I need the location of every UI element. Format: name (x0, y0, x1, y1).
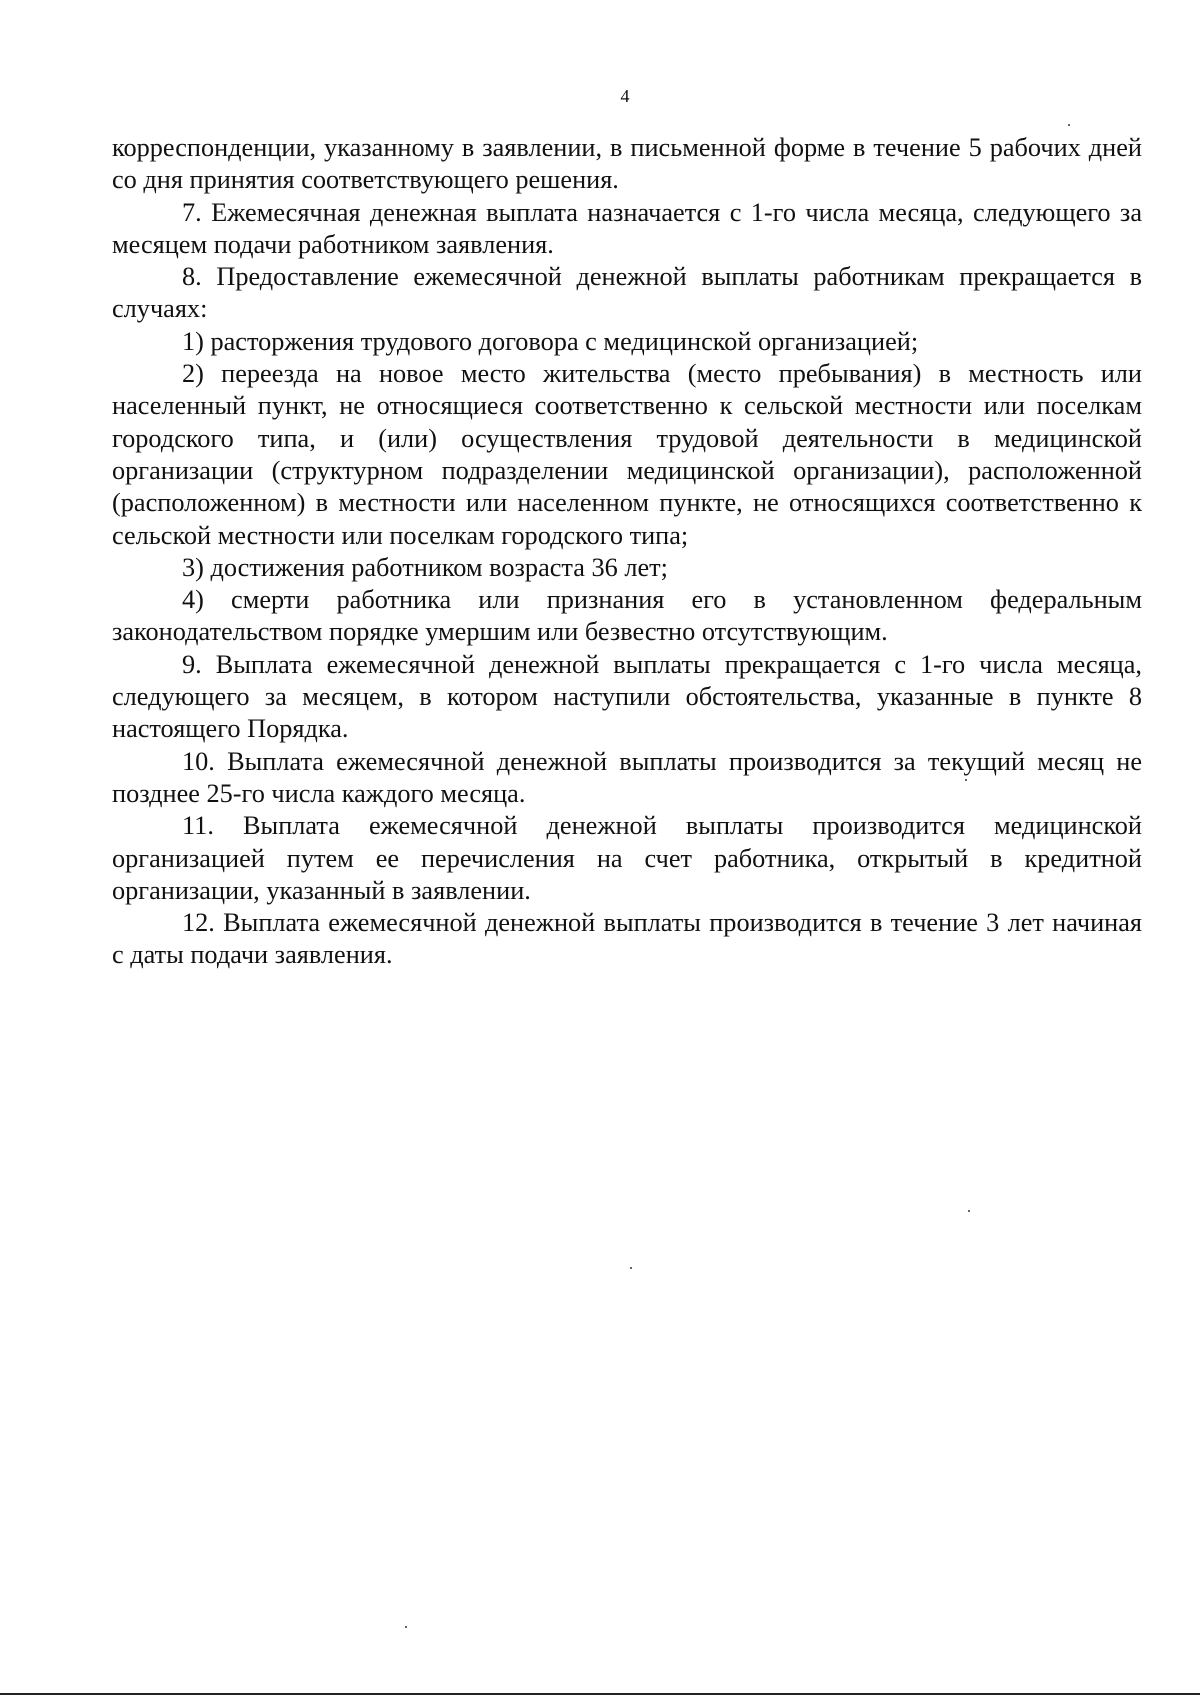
paragraph-item-8: 8. Предоставление ежемесячной денежной выплаты работникам прекращается в случаях: (112, 262, 1142, 324)
scan-speck (965, 779, 967, 781)
paragraph-item-12: 12. Выплата ежемесячной денежной выплаты производится в течение 3 лет начиная с даты подачи заявления. (112, 908, 1142, 970)
scan-speck (1068, 124, 1070, 126)
paragraph-item-7: 7. Ежемесячная денежная выплата назначается с 1-го числа месяца, следующего за месяцем подачи работником заявления. (112, 197, 1142, 259)
scan-speck (405, 1626, 407, 1628)
subitem-8-1: 1) расторжения трудового договора с медицинской организацией; (182, 326, 919, 356)
subitem-8-2: 2) переезда на новое место жительства (место пребывания) в местность или населенный пункт, не относящиеся соответственно к сельской местности или поселкам городского типа, и (или) осуществления трудовой деятельности в медицинской организации (структурном подразделении медицинской организации), расположенной (расположенном) в местности или населенном пункте, не относящихся соответственно к сельской местности или поселкам городского типа; (112, 359, 1142, 550)
scan-speck (630, 1267, 632, 1269)
subitem-8-4: 4) смерти работника или признания его в установленном федеральным законодательством порядке умершим или безвестно отсутствующим. (112, 585, 1142, 647)
scan-speck (968, 1210, 970, 1212)
paragraph-item-10: 10. Выплата ежемесячной денежной выплаты производится за текущий месяц не позднее 25-го числа каждого месяца. (112, 746, 1142, 808)
page-number: 4 (620, 86, 630, 106)
subitem-8-3: 3) достижения работником возраста 36 лет; (182, 552, 668, 582)
page-bottom-edge (0, 1693, 1200, 1695)
paragraph-continuation: корреспонденции, указанному в заявлении, в письменной форме в течение 5 рабочих дней со дня принятия соответствующего решения. (112, 133, 1142, 195)
paragraph-item-9: 9. Выплата ежемесячной денежной выплаты прекращается с 1-го числа месяца, следующего за месяцем, в котором наступили обстоятельства, указанные в пункте 8 настоящего Порядка. (112, 649, 1142, 744)
document-body (112, 132, 1142, 972)
paragraph-item-11: 11. Выплата ежемесячной денежной выплаты производится медицинской организацией путем ее перечисления на счет работника, открытый в кредитной организации, указанный в заявлении. (112, 811, 1142, 905)
